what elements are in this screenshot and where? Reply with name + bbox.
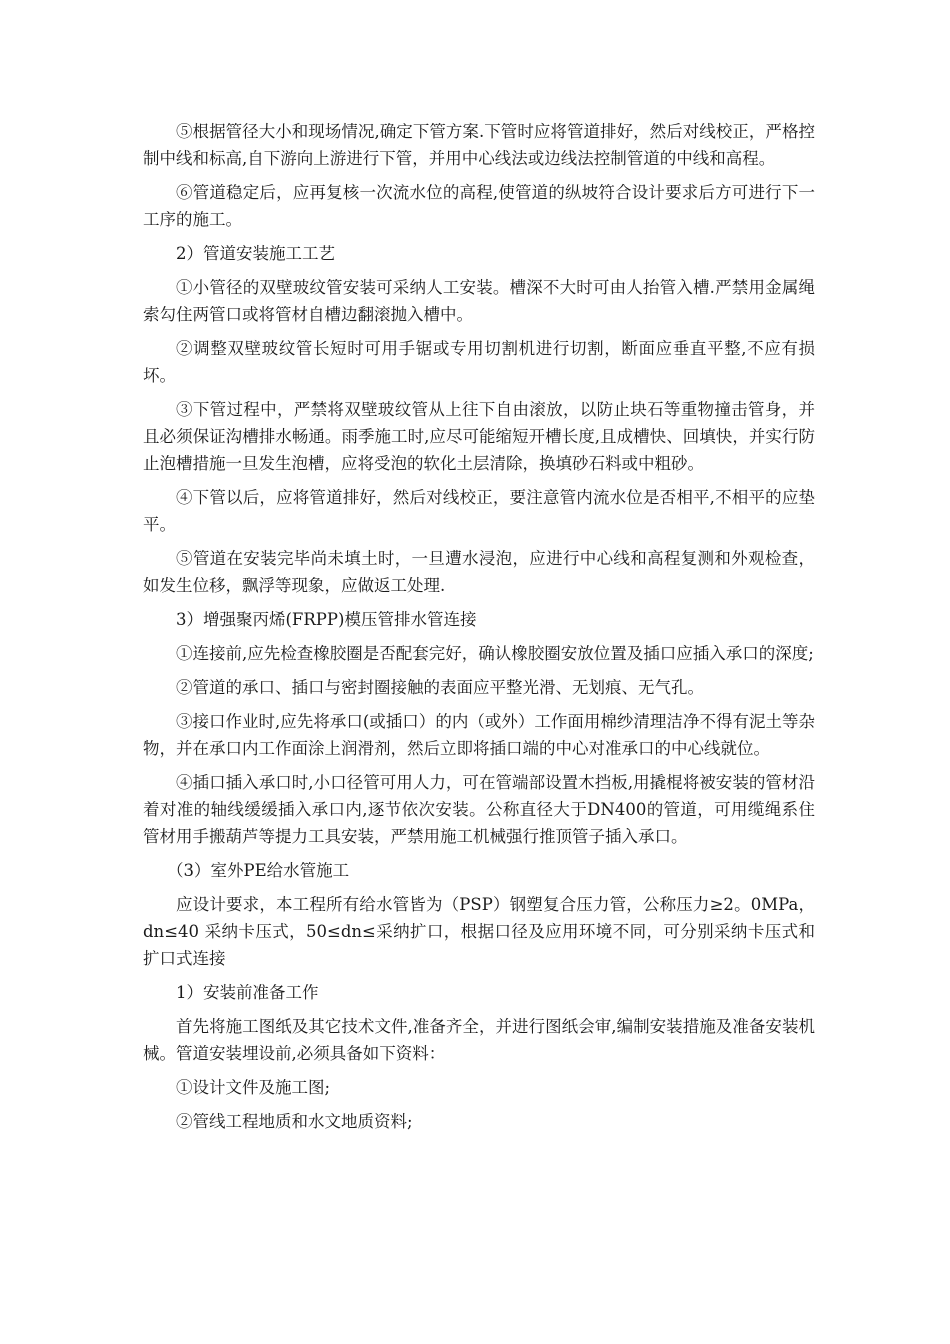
paragraph: 应设计要求，本工程所有给水管皆为（PSP）钢塑复合压力管，公称压力≥2。0MPa，dn≤40 采纳卡压式，50≤dn≤采纳扩口，根据口径及应用环境不同，可分别采纳卡压式和扩口式连接 (143, 895, 815, 968)
section-heading: 3）增强聚丙烯(FRPP)模压管排水管连接 (176, 610, 477, 629)
paragraph: ②管道的承口、插口与密封圈接触的表面应平整光滑、无划痕、无气孔。 (176, 678, 704, 697)
list-item: ②管线工程地质和水文地质资料; (176, 1112, 413, 1131)
section-heading: 2）管道安装施工工艺 (176, 244, 335, 263)
document-body (143, 118, 815, 1142)
paragraph: 首先将施工图纸及其它技术文件,准备齐全，并进行图纸会审,编制安装措施及准备安装机械。管道安装埋设前,必须具备如下资料： (143, 1017, 815, 1063)
list-item: ①设计文件及施工图; (176, 1078, 331, 1097)
paragraph: ③下管过程中，严禁将双壁玻纹管从上往下自由滚放，以防止块石等重物撞击管身，并且必须保证沟槽排水畅通。雨季施工时,应尽可能缩短开槽长度,且成槽快、回填快，并实行防止泡槽措施一旦发生泡槽，应将受泡的软化土层清除，换填砂石料或中粗砂。 (143, 400, 815, 473)
paragraph: ⑥管道稳定后，应再复核一次流水位的高程,使管道的纵坡符合设计要求后方可进行下一工序的施工。 (143, 183, 815, 229)
paragraph: ④插口插入承口时,小口径管可用人力，可在管端部设置木挡板,用撬棍将被安装的管材沿着对准的轴线缓缓插入承口内,逐节依次安装。公称直径大于DN400的管道，可用缆绳系住管材用手搬葫芦等提力工具安装，严禁用施工机械强行推顶管子插入承口。 (143, 773, 815, 846)
section-heading: （3）室外PE给水管施工 (167, 861, 350, 880)
section-heading: 1）安装前准备工作 (176, 983, 319, 1002)
paragraph: ④下管以后，应将管道排好，然后对线校正，要注意管内流水位是否相平,不相平的应垫平。 (143, 488, 815, 534)
paragraph: ②调整双壁玻纹管长短时可用手锯或专用切割机进行切割，断面应垂直平整,不应有损坏。 (143, 339, 815, 385)
paragraph: ⑤管道在安装完毕尚未填土时，一旦遭水浸泡，应进行中心线和高程复测和外观检查，如发生位移，飘浮等现象，应做返工处理. (143, 549, 815, 595)
paragraph: ③接口作业时,应先将承口(或插口）的内（或外）工作面用棉纱清理洁净不得有泥土等杂物，并在承口内工作面涂上润滑剂，然后立即将插口端的中心对准承口的中心线就位。 (143, 712, 815, 758)
paragraph: ①连接前,应先检查橡胶圈是否配套完好，确认橡胶圈安放位置及插口应插入承口的深度; (176, 644, 814, 663)
paragraph: ⑤根据管径大小和现场情况,确定下管方案.下管时应将管道排好，然后对线校正，严格控制中线和标高,自下游向上游进行下管，并用中心线法或边线法控制管道的中线和高程。 (143, 122, 815, 168)
paragraph: ①小管径的双壁玻纹管安装可采纳人工安装。槽深不大时可由人抬管入槽.严禁用金属绳索勾住两管口或将管材自槽边翻滚抛入槽中。 (143, 278, 815, 324)
